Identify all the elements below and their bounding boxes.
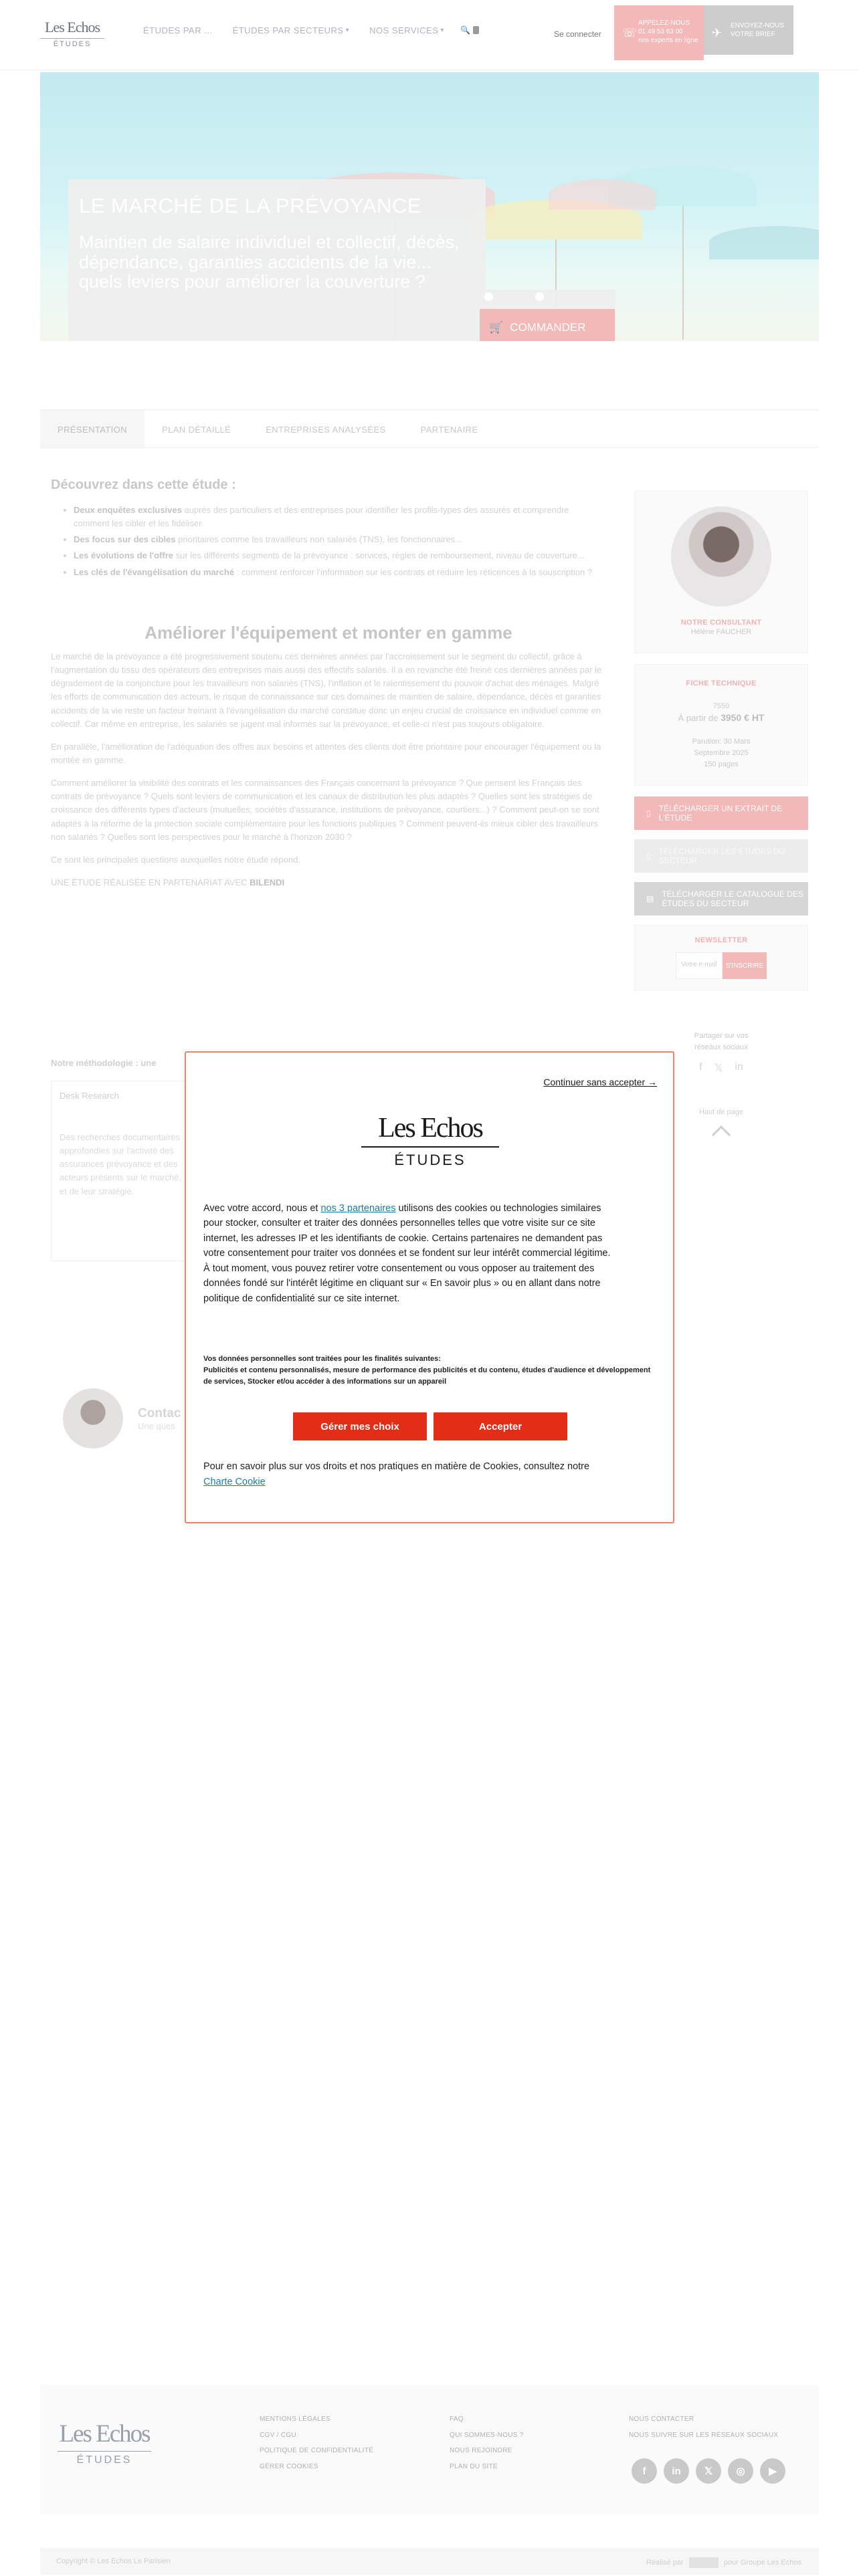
download-extract-button[interactable] bbox=[634, 796, 808, 830]
purposes-list: Publicités et contenu personnalisés, mesure de performance des publicités et du contenu, études d'audience et développement de services, Stocker et/ou accéder à des informations sur un appareil bbox=[203, 1366, 651, 1386]
footer-link[interactable]: QUI SOMMES-NOUS ? bbox=[450, 2431, 524, 2439]
tab-plan-detaille[interactable]: PLAN DÉTAILLÉ bbox=[162, 424, 231, 435]
publication-info bbox=[646, 736, 797, 770]
cookie-logo-subtitle: ÉTUDES bbox=[361, 1146, 499, 1169]
footer-link[interactable]: PLAN DU SITE bbox=[450, 2462, 498, 2470]
footer-contact bbox=[629, 2411, 778, 2443]
agency-logo[interactable] bbox=[689, 2557, 719, 2568]
highlight-bold: Les clés de l'évangélisation du marché bbox=[74, 566, 235, 577]
body-paragraph: Comment améliorer la visibilité des contrats et les connaissances des Français concernant la prévoyance ? Que pensent les Français des contrats de prévoyance ? Quels sont leviers de communication et les canaux de distribution les plus adaptés ? Quelles sont les stratégies de croissance des différents types d'acteurs (mutuelles, sociétés d'assurance, institutions de prévoyance, courtiers...) ? Comment peut-on se sont adaptés à la réforme de la protection sociale complémentaire pour les fonctions publiques ? Comment peuvent-ils mieux cibler des travailleurs non salariés ? Quelles sont les perspectives pour le marché à l'horizon 2030 ? bbox=[51, 778, 599, 842]
facebook-icon[interactable]: f bbox=[632, 2458, 657, 2484]
search-button[interactable] bbox=[460, 24, 479, 36]
highlights-list bbox=[51, 504, 606, 579]
tab-entreprises[interactable]: ENTREPRISES ANALYSÉES bbox=[266, 424, 386, 435]
nav-label: ÉTUDES PAR ... bbox=[143, 25, 213, 35]
study-title: LE MARCHÉ DE LA PRÉVOYANCE bbox=[79, 194, 422, 217]
footer-contact-link[interactable]: NOUS CONTACTER bbox=[629, 2416, 694, 2423]
cookie-intro: Avec votre accord, nous et bbox=[203, 1203, 321, 1214]
list-item bbox=[74, 504, 606, 530]
site-logo[interactable] bbox=[40, 19, 104, 48]
newsletter-card bbox=[634, 925, 808, 990]
carousel-dots bbox=[479, 290, 615, 310]
footer-social-label: NOUS SUIVRE SUR LES RÉSEAUX SOCIAUX bbox=[629, 2431, 779, 2439]
instagram-icon[interactable]: ◎ bbox=[728, 2458, 753, 2484]
call-us-button[interactable] bbox=[614, 5, 704, 60]
partner-text: UNE ÉTUDE RÉALISÉE EN PARTENARIAT AVEC bbox=[51, 877, 250, 887]
download-catalog-button[interactable] bbox=[634, 882, 808, 916]
tab-partenaire[interactable]: PARTENAIRE bbox=[420, 424, 478, 435]
continue-without-accepting-link[interactable]: Continuer sans accepter → bbox=[543, 1077, 657, 1087]
cookie-footer-text bbox=[203, 1459, 618, 1490]
highlight-text: : comment renforcer l'information sur les contrats et réduire les réticences à la souscription ? bbox=[234, 566, 593, 577]
send-brief-label: ENVOYEZ-NOUS VOTRE BRIEF bbox=[731, 22, 785, 38]
study-tabs bbox=[40, 409, 819, 448]
partner-line bbox=[51, 876, 606, 889]
contact-title: Contac bbox=[138, 1406, 181, 1420]
site-footer bbox=[40, 2385, 819, 2514]
list-item bbox=[74, 549, 606, 562]
footer-logo-subtitle: ÉTUDES bbox=[58, 2451, 151, 2466]
share-label: Partager sur vos réseaux sociaux bbox=[694, 1032, 749, 1052]
price-prefix: À partir de bbox=[678, 713, 721, 724]
methodology-item-text: Des recherches documentaires approfondies sur l'activité des assurances prévoyance et des acteurs présents sur le marché, et de leur stratégie. bbox=[60, 1132, 182, 1196]
call-us-label: APPELEZ-NOUS 01 49 53 63 00 nos experts en ligne bbox=[638, 19, 698, 44]
search-icon: 🔍 bbox=[460, 25, 470, 35]
hero-text-card bbox=[68, 179, 486, 341]
document-icon: ▯ bbox=[646, 809, 651, 819]
cookie-purposes bbox=[203, 1354, 658, 1388]
back-to-top-label: Haut de page bbox=[698, 1108, 744, 1117]
order-button[interactable] bbox=[480, 309, 615, 341]
umbrella-shape bbox=[549, 179, 656, 210]
footer-link[interactable]: POLITIQUE DE CONFIDENTIALITÉ bbox=[260, 2447, 374, 2454]
study-sidebar bbox=[634, 491, 808, 1142]
footer-links-info bbox=[450, 2411, 524, 2474]
nav-item-etudes-par[interactable] bbox=[143, 25, 213, 35]
logo-wordmark: Les Echos bbox=[44, 19, 100, 35]
contact-subtitle: Une ques bbox=[138, 1420, 175, 1431]
newsletter-email-field[interactable]: Votre e-mail bbox=[676, 952, 723, 979]
download-sector-label: TÉLÉCHARGER LES ÉTUDES DU SECTEUR bbox=[658, 846, 785, 866]
linkedin-icon[interactable]: in bbox=[664, 2458, 689, 2484]
footer-link[interactable]: FAQ bbox=[450, 2416, 464, 2423]
tech-sheet-label: FICHE TECHNIQUE bbox=[686, 679, 757, 688]
search-box-icon bbox=[473, 26, 479, 34]
cookie-body: utilisons des cookies ou technologies similaires pour stocker, consulter et traiter des données personnelles telles que votre visite sur ce site internet, les adresses IP et les identifiants de cookie. Certains partenaires ne demandent pas votre consentement pour traiter vos données et se fondent sur leur intérêt commercial légitime. À tout moment, vous pouvez retirer votre consentement ou vous opposer au traitement des données fondé sur l'intérêt légitime en cliquant sur « En savoir plus » ou en allant dans notre politique de confidentialité sur ce site internet. bbox=[203, 1203, 611, 1304]
x-twitter-icon[interactable]: 𝕏 bbox=[696, 2458, 721, 2484]
cookie-consent-dialog bbox=[185, 1051, 674, 1523]
avatar bbox=[671, 506, 771, 607]
footer-links-legal bbox=[260, 2411, 373, 2474]
facebook-icon[interactable]: f bbox=[699, 1061, 702, 1073]
bottom-bar bbox=[40, 2548, 819, 2575]
consultant-name: Hélène FAUCHER bbox=[690, 628, 752, 636]
chevron-up-icon bbox=[712, 1125, 731, 1144]
newsletter-label: NEWSLETTER bbox=[694, 936, 748, 945]
consultant-card bbox=[634, 491, 808, 653]
paper-plane-icon: ✈ bbox=[712, 26, 723, 39]
chevron-down-icon: ▾ bbox=[345, 27, 350, 34]
publication-month: Septembre 2025 bbox=[694, 749, 749, 758]
list-item bbox=[74, 533, 606, 546]
newsletter-form bbox=[646, 952, 797, 979]
made-by-label: Réalisé par bbox=[646, 2559, 684, 2567]
price-value: 3950 € HT bbox=[721, 712, 765, 724]
cookie-actions bbox=[293, 1412, 567, 1440]
site-header bbox=[0, 0, 859, 70]
price-line bbox=[646, 712, 797, 723]
contact-block bbox=[63, 1388, 181, 1448]
download-sector-button[interactable] bbox=[634, 839, 808, 873]
nav-item-etudes-secteurs[interactable] bbox=[233, 25, 350, 35]
order-label: COMMANDER bbox=[510, 321, 586, 334]
footer-logo-wordmark: Les Echos bbox=[59, 2420, 150, 2448]
carousel-dot[interactable] bbox=[535, 292, 544, 301]
cookie-dialog-logo bbox=[361, 1114, 499, 1169]
linkedin-icon[interactable]: in bbox=[735, 1061, 743, 1073]
avatar bbox=[63, 1388, 123, 1448]
body-paragraph: Ce sont les principales questions auxquelles notre étude répond. bbox=[51, 854, 300, 865]
umbrella-pole bbox=[682, 206, 684, 340]
login-link[interactable]: Se connecter bbox=[554, 29, 601, 39]
made-by-suffix: pour Groupe Les Echos bbox=[723, 2559, 801, 2567]
partner-name: BILENDI bbox=[250, 877, 285, 887]
x-twitter-icon[interactable]: 𝕏 bbox=[714, 1063, 723, 1075]
section-title-improve: Améliorer l'équipement et monter en gamme bbox=[145, 622, 512, 643]
footer-logo[interactable] bbox=[58, 2420, 151, 2466]
highlight-bold: Deux enquêtes exclusives bbox=[74, 505, 182, 515]
shopping-cart-icon: 🛒 bbox=[489, 321, 504, 334]
methodology-title: Notre méthodologie : une bbox=[51, 1058, 157, 1068]
book-icon: ▤ bbox=[646, 894, 654, 904]
highlight-text: sur les différents segments de la prévoyance : services, règles de remboursement, niveau de couverture... bbox=[173, 550, 585, 561]
accept-button[interactable]: Accepter bbox=[434, 1412, 567, 1440]
partners-link[interactable]: nos 3 partenaires bbox=[320, 1203, 396, 1214]
umbrella-shape bbox=[709, 226, 819, 259]
list-item bbox=[74, 566, 606, 579]
nav-label: NOS SERVICES bbox=[369, 25, 439, 35]
copyright-text: Copyright © Les Echos Le Parisien bbox=[56, 2557, 171, 2565]
download-catalog-label: TÉLÉCHARGER LE CATALOGUE DES ÉTUDES DU SECTEUR bbox=[662, 889, 803, 909]
study-subtitle: Maintien de salaire individuel et collectif, décès, dépendance, garanties accidents de la vie... quels leviers pour améliorer la couverture ? bbox=[79, 232, 460, 292]
chevron-down-icon: ▾ bbox=[440, 27, 444, 34]
cookie-consent-text bbox=[203, 1201, 618, 1306]
footer-social-icons bbox=[632, 2458, 785, 2484]
carousel-dot[interactable] bbox=[484, 292, 493, 301]
tab-presentation[interactable]: PRÉSENTATION bbox=[40, 410, 145, 449]
hero-banner bbox=[40, 72, 819, 341]
highlight-text: auprès des particuliers et des entreprises pour identifier les profils-types des assurés et comprendre comment les cibler et les fidéliser bbox=[74, 505, 569, 529]
logo-subtitle: ÉTUDES bbox=[40, 38, 104, 48]
publication-date: Parution: 30 Mars bbox=[692, 738, 751, 746]
cookie-logo-wordmark: Les Echos bbox=[378, 1113, 482, 1144]
study-content bbox=[51, 475, 606, 889]
footer-link[interactable]: GÉRER COOKIES bbox=[260, 2462, 318, 2470]
tech-sheet-card bbox=[634, 664, 808, 786]
youtube-icon[interactable]: ▶ bbox=[760, 2458, 785, 2484]
newsletter-submit-button[interactable]: S'INSCRIRE bbox=[723, 952, 767, 979]
nav-label: ÉTUDES PAR SECTEURS bbox=[232, 25, 344, 35]
highlight-bold: Les évolutions de l'offre bbox=[74, 550, 174, 561]
purposes-title: Vos données personnelles sont traitées pour les finalités suivantes: bbox=[203, 1355, 441, 1363]
footer-link[interactable]: NOUS REJOINDRE bbox=[450, 2447, 512, 2454]
cookie-charter-link[interactable]: Charte Cookie bbox=[203, 1477, 266, 1488]
consultant-label: NOTRE CONSULTANT bbox=[680, 619, 762, 627]
main-nav bbox=[143, 25, 444, 35]
section-title-discover: Découvrez dans cette étude : bbox=[51, 477, 236, 492]
study-reference: 7550 bbox=[712, 702, 730, 711]
page-count: 150 pages bbox=[704, 760, 739, 769]
highlight-bold: Des focus sur des cibles bbox=[74, 534, 176, 545]
methodology-item-title: Desk Research bbox=[60, 1091, 119, 1101]
body-paragraph: En parallèle, l'amélioration de l'adéquation des offres aux besoins et attentes des clients doit être prioritaire pour encourager l'équipement ou la montée en gamme. bbox=[51, 741, 601, 765]
download-extract-label: TÉLÉCHARGER UN EXTRAIT DE L'ÉTUDE bbox=[658, 803, 783, 823]
document-icon: ▯ bbox=[646, 851, 651, 861]
cookie-footer-label: Pour en savoir plus sur vos droits et nos pratiques en matière de Cookies, consultez notre bbox=[203, 1461, 590, 1472]
footer-link[interactable]: CGV / CGU bbox=[260, 2431, 296, 2439]
footer-link[interactable]: MENTIONS LÉGALES bbox=[260, 2416, 330, 2423]
highlight-text: prioritaires comme les travailleurs non salariés (TNS), les fonctionnaires... bbox=[175, 534, 462, 545]
send-brief-button[interactable] bbox=[704, 5, 793, 55]
made-by bbox=[646, 2557, 801, 2568]
manage-choices-button[interactable]: Gérer mes choix bbox=[293, 1412, 427, 1440]
headset-icon: ☏ bbox=[622, 26, 638, 39]
nav-item-services[interactable] bbox=[369, 25, 444, 35]
body-paragraph: Le marché de la prévoyance a été progressivement soutenu ces dernières années par l'accroissement sur le segment du collectif, grâce à l'augmentation du tissu des opérateurs des entreprises mais aussi des effectifs salariés. Il a en revanche été freiné ces dernières années par le dégradement de la conjoncture pour les travailleurs non salariés (TNS), l'inflation et le ralentissement du pouvoir d'achat des ménages. Malgré les efforts de communication des acteurs, le risque de connaissance sur ces domaines de maintien de salaire, dépendance, décès et garanties accidents de la vie reste un facteur freinant à l'évangélisation du marché constitue donc un enjeu crucial de croissance en individuel comme en collectif. Car même en entreprise, les salariés se jugent mal informés sur la prévoyance, et celle-ci n'est pas toujours obligatoire. bbox=[51, 651, 602, 729]
